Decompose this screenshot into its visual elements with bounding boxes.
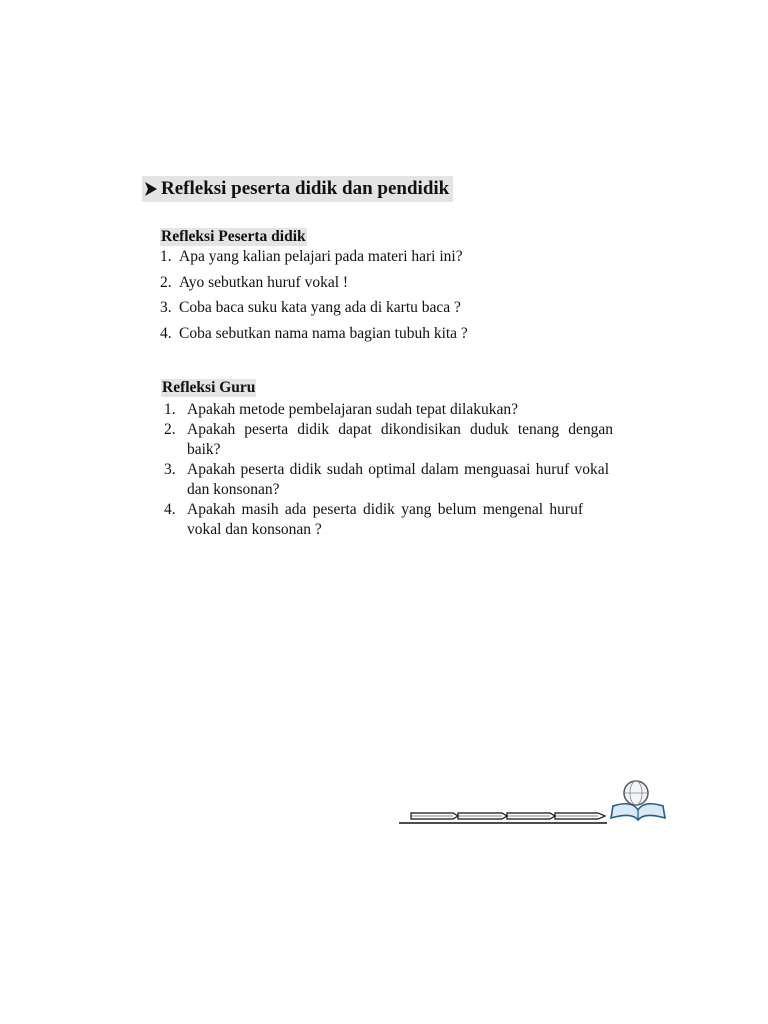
list-item: 3. Apakah peserta didik sudah optimal dalam menguasai huruf vokal dan konsonan? xyxy=(164,461,609,498)
arrow-right-bullet-icon xyxy=(145,182,157,196)
list-item: 1. Apakah metode pembelajaran sudah tepat dilakukan? xyxy=(164,401,518,418)
pencils-and-book-icon xyxy=(395,776,675,834)
list-item: 4. Coba sebutkan nama nama bagian tubuh kita ? xyxy=(160,324,468,342)
teacher-reflection-list xyxy=(162,400,613,540)
student-reflection-heading: Refleksi Peserta didik xyxy=(161,228,306,245)
list-item: 4. Apakah masih ada peserta didik yang belum mengenal huruf vokal dan konsonan ? xyxy=(164,501,583,538)
teacher-reflection-heading: Refleksi Guru xyxy=(162,379,256,396)
list-item: 2. Apakah peserta didik dapat dikondisikan duduk tenang dengan baik? xyxy=(164,421,613,458)
student-reflection-list xyxy=(160,248,468,350)
list-item: 1. Apa yang kalian pelajari pada materi hari ini? xyxy=(160,248,463,265)
section-heading xyxy=(142,176,453,202)
pencil-icon xyxy=(411,813,458,819)
open-book-icon xyxy=(611,804,665,820)
list-item: 3. Coba baca suku kata yang ada di kartu baca ? xyxy=(160,299,461,316)
pencil-icon xyxy=(507,813,555,819)
pencil-icon xyxy=(555,813,605,819)
globe-icon xyxy=(624,781,648,805)
list-item: 2. Ayo sebutkan huruf vokal ! xyxy=(160,273,349,291)
section-title: Refleksi peserta didik dan pendidik xyxy=(161,178,450,199)
pencil-icon xyxy=(458,813,507,819)
